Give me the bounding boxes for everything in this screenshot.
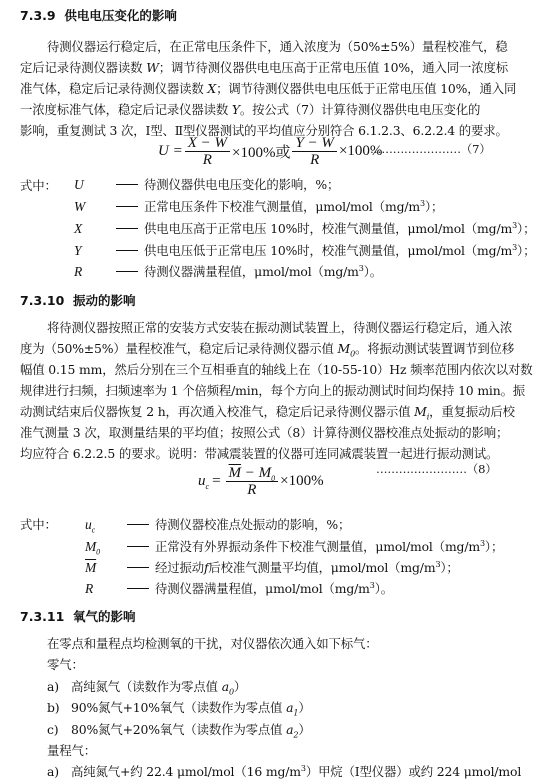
para-line: 待测仪器运行稳定后，在正常电压条件下，通入浓度为（50%±5%）量程校准气，稳 bbox=[47, 39, 508, 54]
definition-item: R 待测仪器满量程值，μmol/$mol(mg/m^3)$。 bbox=[74, 263, 383, 279]
para-line: 影响，重复测试 3 次，Ⅰ型、Ⅱ型仪器测试的平均值应分别符合 6.1.2.3、6.2.2.4 的要求。 bbox=[20, 123, 508, 138]
heading-title: 振动的影响 bbox=[73, 293, 136, 308]
para-line: 一浓度标准气体，稳定后记录仪器读数 Y。按公式（7）计算待测仪器供电电压变化的 bbox=[20, 102, 481, 117]
definition-item: W 正常电压条件下校准气测量值，μmol/$mol(mg/m^3)$； bbox=[74, 198, 444, 214]
para-line: 定后记录待测仪器读数 W；调节待测仪器供电电压高于正常电压值 10%，通入同一浓度标 bbox=[20, 60, 508, 75]
fraction: $\frac{Y - W}{R}$ bbox=[292, 136, 336, 167]
para-line: 动测试结束后仪器恢复 2 h，再次通入校准气，稳定后记录待测仪器示值 $M_i$，重复振动后校 bbox=[20, 404, 515, 422]
formula-number-8: ……………………（8） bbox=[376, 462, 497, 476]
definition-item: X 供电电压高于正常电压 10%时，校准气测量值，μmol/$mol(mg/m^3)$； bbox=[74, 220, 535, 236]
zero-gas-label: 零气： bbox=[47, 657, 84, 672]
definition-item: U 待测仪器供电电压变化的影响，%； bbox=[74, 177, 340, 192]
formula-7 bbox=[158, 136, 382, 167]
list-item: a) 高纯氮气（读数作为零点值 $a_0$） bbox=[47, 679, 247, 697]
formula-8 bbox=[198, 466, 324, 497]
definition-item: $u_c$ 待测仪器校准点处振动的影响，%； bbox=[85, 517, 351, 535]
list-item: c) 80%氮气+20%氧气（读数作为零点值 $a_2$） bbox=[47, 722, 311, 740]
heading-number: 7.3.9 bbox=[20, 8, 56, 23]
definition-item: $M_0$ 正常没有外界振动条件下校准气测量值，μmol/$mol(mg/m^3)$； bbox=[85, 538, 504, 557]
where-label: 式中： bbox=[20, 178, 57, 193]
definition-item: R 待测仪器满量程值，μmol/$mol(mg/m^3)$。 bbox=[85, 580, 394, 596]
heading-title: 供电电压变化的影响 bbox=[64, 8, 177, 23]
fraction: $\frac{\overline{M} - M_0}{R}$ bbox=[226, 466, 279, 497]
section-heading-7-3-10 bbox=[20, 291, 136, 309]
definition-item: Y 供电电压低于正常电压 10%时，校准气测量值，μmol/$mol(mg/m^3)$； bbox=[74, 242, 535, 258]
section-heading-7-3-11 bbox=[20, 607, 136, 625]
formula-tail: ×100% bbox=[338, 143, 383, 159]
span-gas-label: 量程气： bbox=[47, 743, 96, 758]
where-label: 式中： bbox=[20, 517, 57, 532]
fraction: $\frac{X - W}{R}$ bbox=[185, 136, 230, 167]
formula-lhs: U = bbox=[158, 143, 183, 159]
heading-number: 7.3.10 bbox=[20, 293, 65, 308]
var-w: W bbox=[146, 60, 159, 75]
para-line: 幅值 0.15 mm，然后分别在三个互相垂直的轴线上在（10-55-10）Hz 频率范围内依次以对数 bbox=[20, 362, 533, 377]
para-line: 度为（50%±5%）量程校准气，稳定后记录待测仪器示值 $M_0$。将振动测试装置调节到位移 bbox=[20, 341, 515, 359]
para-line: 均应符合 6.2.2.5 的要求。说明：带减震装置的仪器可连同减震装置一起进行振动测试。 bbox=[20, 446, 499, 461]
heading-title: 氧气的影响 bbox=[73, 609, 136, 624]
list-item: a) 高纯氮气+约 22.4 μmol/mol（16 $mg/m^3$）甲烷（Ⅰ型仪器）或约 224 μmol/mol bbox=[47, 763, 522, 779]
var-m0: $M_0$ bbox=[337, 341, 356, 359]
formula-lhs: $u_c$ bbox=[198, 473, 210, 491]
formula-mid: ×100%或 bbox=[232, 145, 291, 161]
var-y: Y bbox=[231, 102, 240, 117]
formula-number-7: ……………………（7） bbox=[370, 142, 491, 156]
para-line: 将待测仪器按照正常的安装方式安装在振动测试装置上，待测仪器运行稳定后，通入浓 bbox=[47, 320, 513, 335]
definition-item: $\overline{M}$ 经过振动f后校准气测量平均值，μmol/$mol(mg/m^3)$； bbox=[85, 559, 459, 575]
heading-number: 7.3.11 bbox=[20, 609, 65, 624]
intro-line: 在零点和量程点均检测氧的干扰，对仪器依次通入如下标气： bbox=[47, 636, 378, 651]
list-item: b) 90%氮气+10%氧气（读数作为零点值 $a_1$） bbox=[47, 700, 311, 718]
formula-tail: ×100% bbox=[280, 473, 324, 489]
formula-eq: = bbox=[212, 473, 221, 489]
var-mi: $M_i$ bbox=[414, 404, 430, 422]
section-heading-7-3-9 bbox=[20, 6, 177, 24]
para-line: 准气体，稳定后记录待测仪器读数 X；调节待测仪器供电电压低于正常电压值 10%，通入同 bbox=[20, 81, 517, 96]
para-line: 规律进行扫频，扫频速率为 1 个倍频程/min，每个方向上的振动测试时间均保持 10 min。振 bbox=[20, 383, 526, 398]
var-x: X bbox=[207, 81, 217, 96]
para-line: 准气测量 3 次，取测量结果的平均值；按照公式（8）计算待测仪器校准点处振动的影响； bbox=[20, 425, 509, 440]
